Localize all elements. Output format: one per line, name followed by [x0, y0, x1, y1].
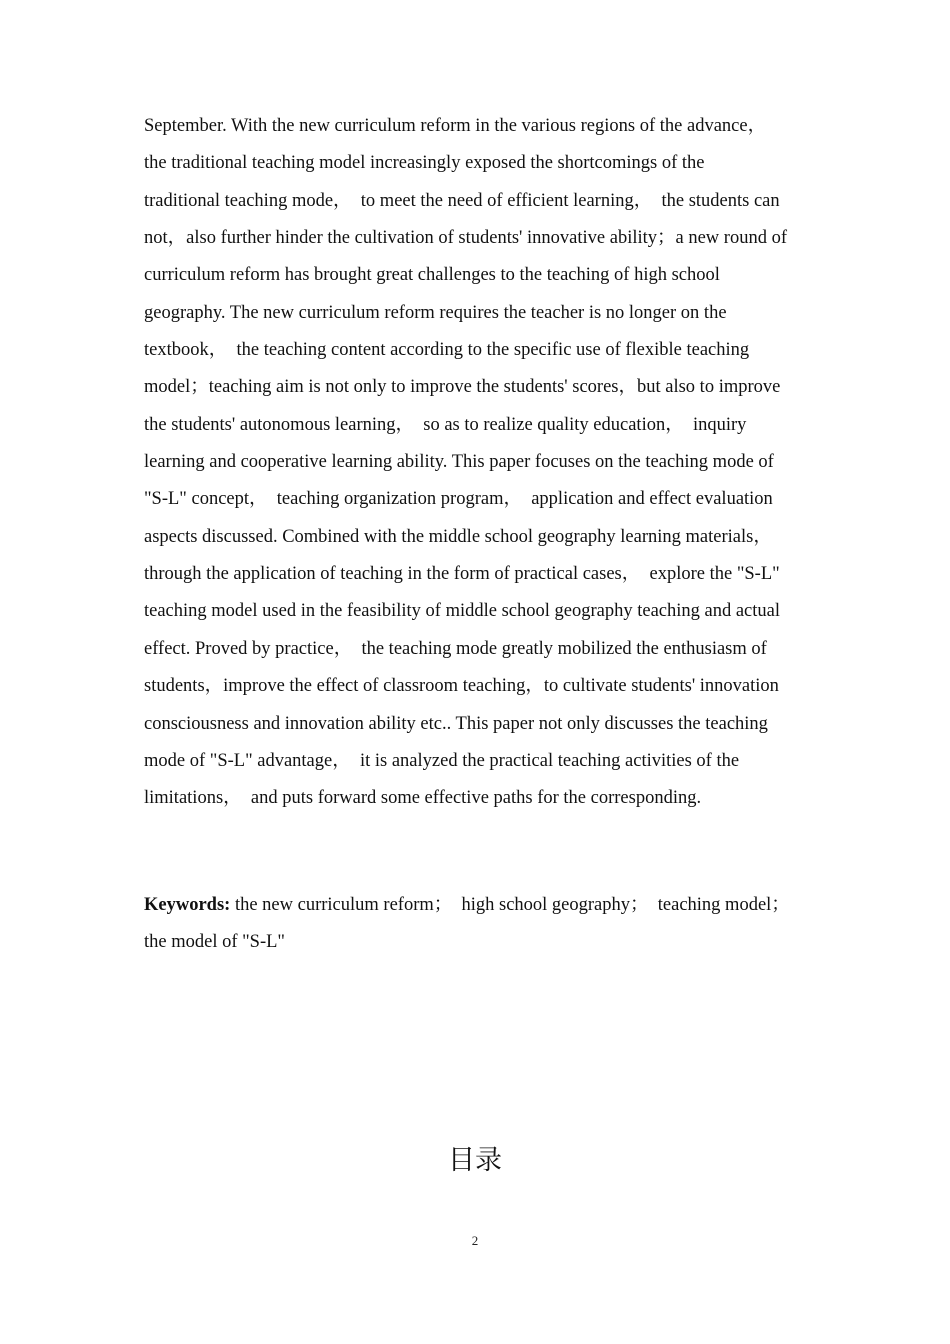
- abstract-line: through the application of teaching in the form of practical cases， explore the "S-L": [144, 564, 780, 585]
- abstract-line: curriculum reform has brought great challenges to the teaching of high school: [144, 265, 720, 286]
- abstract-line: textbook， the teaching content according to the specific use of flexible teaching: [144, 340, 750, 361]
- abstract-paragraph: [144, 108, 812, 818]
- abstract-line: aspects discussed. Combined with the middle school geography learning materials，: [144, 526, 772, 547]
- abstract-line: effect. Proved by practice， the teaching mode greatly mobilized the enthusiasm of: [144, 638, 767, 659]
- abstract-line: limitations， and puts forward some effective paths for the corresponding.: [144, 788, 702, 809]
- abstract-line: mode of "S-L" advantage， it is analyzed the practical teaching activities of the: [144, 750, 740, 771]
- keywords-label: Keywords:: [144, 895, 231, 915]
- abstract-line: September. With the new curriculum reform in the various regions of the advance，: [144, 116, 767, 136]
- abstract-line: consciousness and innovation ability etc.. This paper not only discusses the teaching: [144, 713, 768, 734]
- keywords-line: [144, 887, 812, 924]
- keywords-line: the model of "S-L": [144, 932, 285, 953]
- abstract-line: teaching model used in the feasibility of middle school geography teaching and actual: [144, 601, 781, 622]
- keywords-text: the new curriculum reform； high school geography； teaching model；: [230, 895, 790, 915]
- abstract-line: the students' autonomous learning， so as to realize quality education， inquiry: [144, 414, 747, 435]
- table-of-contents-heading: 目录: [448, 1145, 502, 1176]
- page-number: 2: [471, 1233, 479, 1248]
- keywords-section: [144, 887, 812, 962]
- abstract-line: geography. The new curriculum reform requires the teacher is no longer on the: [144, 302, 727, 323]
- abstract-line: "S-L" concept， teaching organization program， application and effect evaluation: [144, 489, 773, 510]
- abstract-line: traditional teaching mode， to meet the need of efficient learning， the students can: [144, 190, 780, 211]
- abstract-line: not，also further hinder the cultivation of students' innovative ability；a new round of: [144, 228, 787, 249]
- abstract-line: model；teaching aim is not only to improve the students' scores，but also to improve: [144, 377, 781, 398]
- abstract-line: the traditional teaching model increasingly exposed the shortcomings of the: [144, 153, 705, 174]
- abstract-line: students，improve the effect of classroom teaching，to cultivate students' innovation: [144, 676, 779, 697]
- abstract-line: learning and cooperative learning ability. This paper focuses on the teaching mode of: [144, 452, 774, 473]
